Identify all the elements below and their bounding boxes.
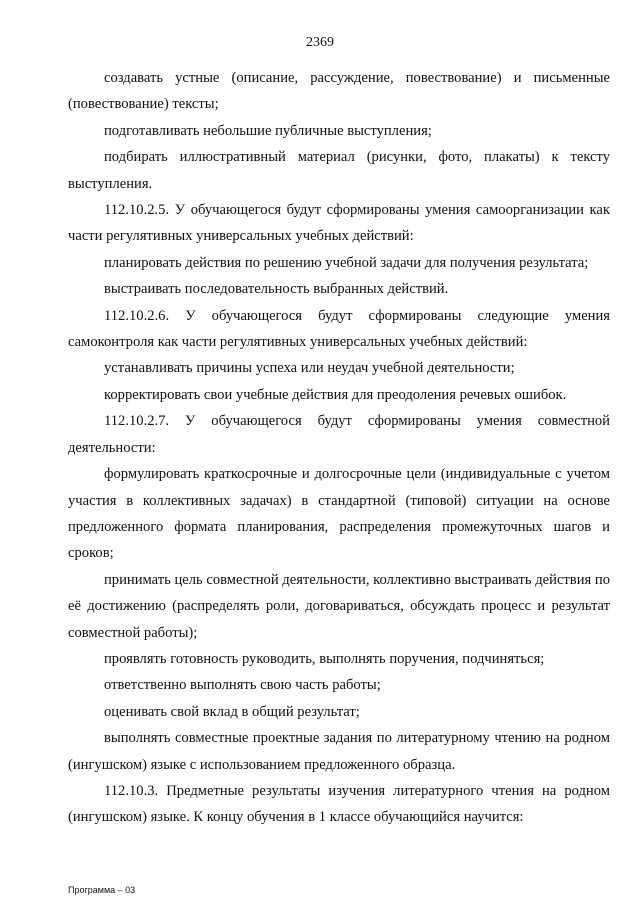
paragraph: принимать цель совместной деятельности, коллективно выстраивать действия по её достижению (распределять роли, договариваться, обсуждать процесс и результат совместной работы); [68,571,610,641]
paragraph: 112.10.2.6. У обучающегося будут сформированы следующие умения самоконтроля как части регулятивных универсальных учебных действий: [68,307,610,351]
paragraph: формулировать краткосрочные и долгосрочные цели (индивидуальные с учетом участия в коллективных задачах) в стандартной (типовой) ситуации на основе предложенного формата планирования, распределения промежуточных шагов и сроков; [68,466,610,562]
paragraph: выстраивать последовательность выбранных действий. [104,281,449,298]
paragraph: 112.10.2.5. У обучающегося будут сформированы умения самоорганизации как части регулятивных универсальных учебных действий: [68,202,610,245]
body-text [68,65,610,831]
paragraph: 112.10.2.7. У обучающегося будут сформированы умения совместной деятельности: [68,413,610,456]
paragraph: подготавливать небольшие публичные выступления; [104,122,432,139]
paragraph: устанавливать причины успеха или неудач учебной деятельности; [104,360,515,377]
footer-label: Программа – 03 [68,885,136,895]
paragraph: выполнять совместные проектные задания по литературному чтению на родном (ингушском) языке с использованием предложенного образца. [68,730,610,773]
paragraph: планировать действия по решению учебной задачи для получения результата; [104,254,589,271]
page-number: 2369 [306,35,334,50]
paragraph: создавать устные (описание, рассуждение, повествование) и письменные (повествование) тексты; [68,70,610,113]
paragraph: подбирать иллюстративный материал (рисунки, фото, плакаты) к тексту выступления. [68,149,610,192]
paragraph: проявлять готовность руководить, выполнять поручения, подчиняться; [104,650,545,667]
paragraph: 112.10.3. Предметные результаты изучения литературного чтения на родном (ингушском) языке. К концу обучения в 1 классе обучающийся научится: [68,782,610,826]
paragraph: корректировать свои учебные действия для преодоления речевых ошибок. [104,386,567,403]
paragraph: ответственно выполнять свою часть работы; [104,677,381,694]
paragraph: оценивать свой вклад в общий результат; [104,703,360,720]
